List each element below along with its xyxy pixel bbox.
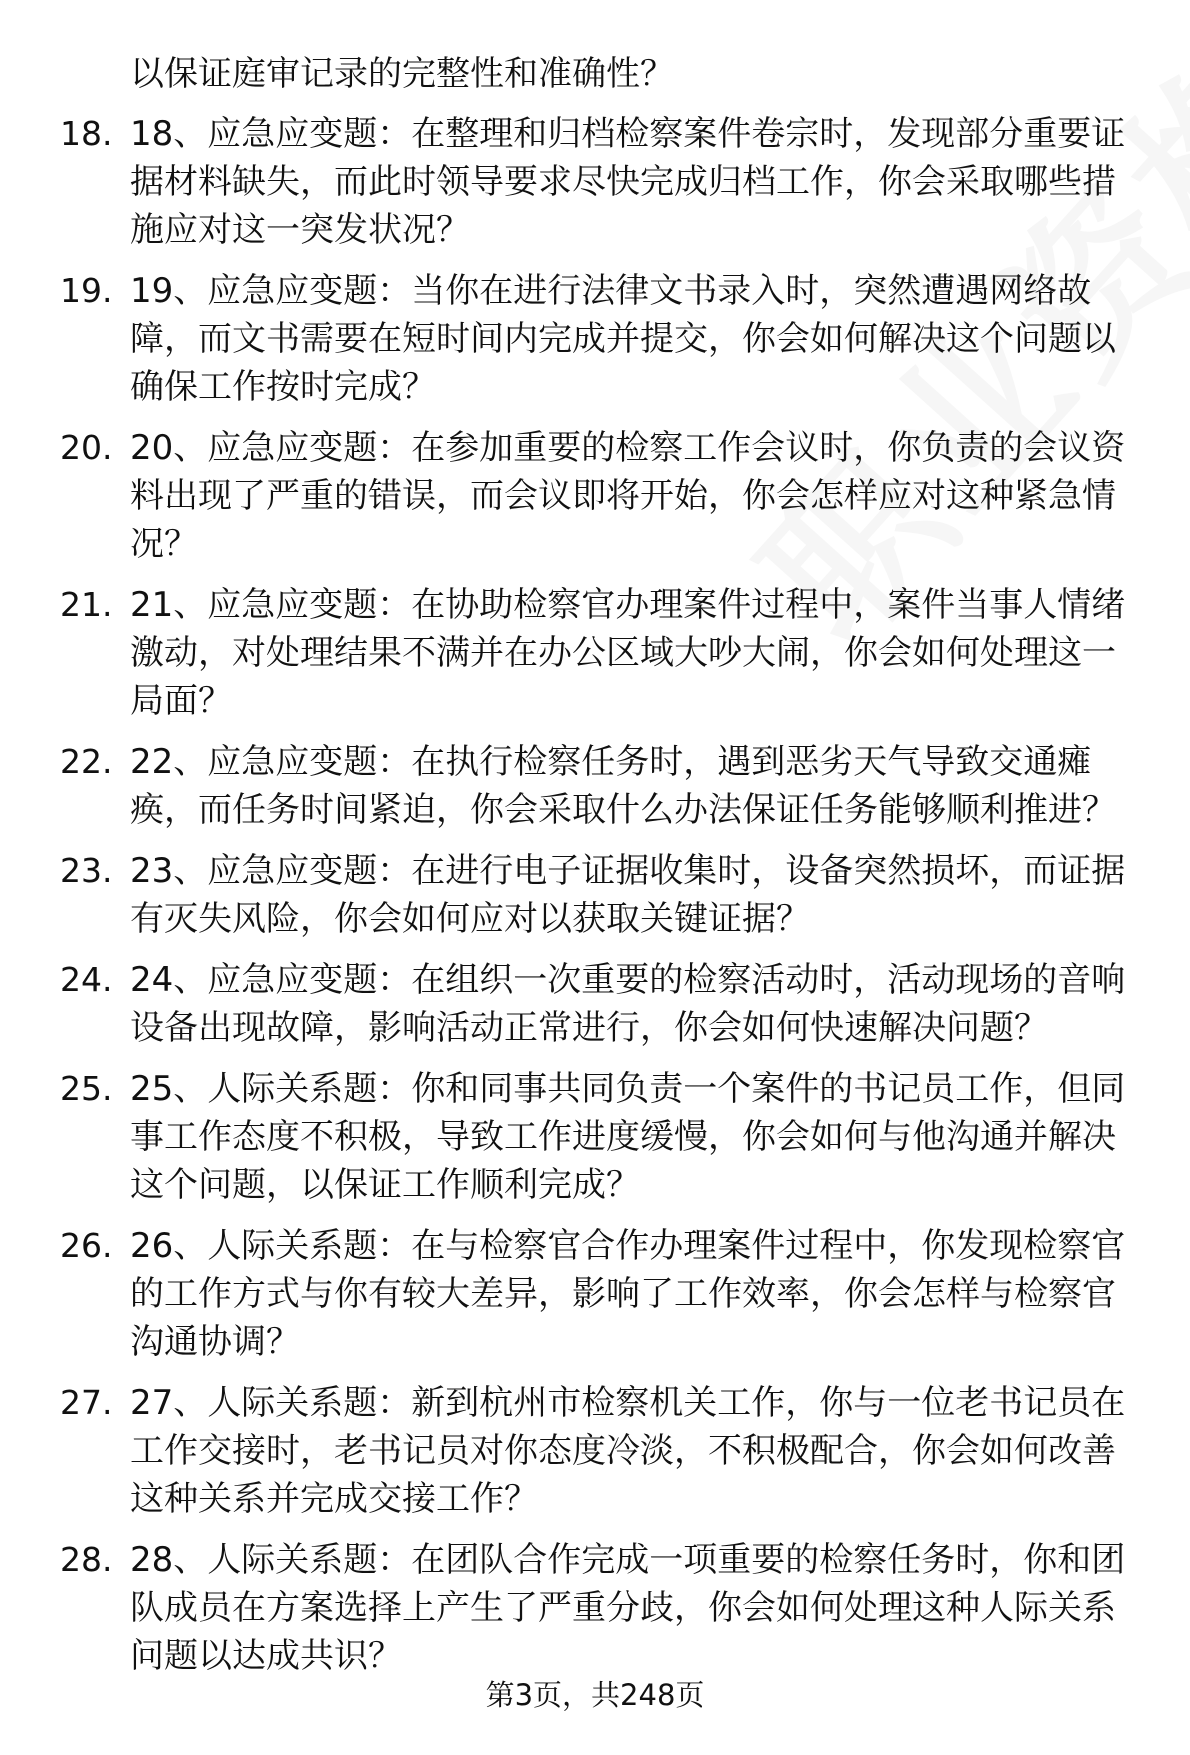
question-number: 26. — [60, 1226, 113, 1265]
question-number: 22. — [60, 742, 113, 781]
question-number: 28. — [60, 1540, 113, 1579]
question-number: 18. — [60, 114, 113, 153]
question-item — [0, 1536, 1190, 1680]
question-text: 23、应急应变题：在进行电子证据收集时，设备突然损坏，而证据有灭失风险，你会如何应对以获取关键证据？ — [130, 851, 1126, 939]
question-item — [0, 1379, 1190, 1523]
question-number: 20. — [60, 428, 113, 467]
question-text: 20、应急应变题：在参加重要的检察工作会议时，你负责的会议资料出现了严重的错误，而会议即将开始，你会怎样应对这种紧急情况？ — [130, 428, 1126, 564]
question-item — [0, 1065, 1190, 1209]
question-item — [0, 847, 1190, 943]
question-text: 18、应急应变题：在整理和归档检察案件卷宗时，发现部分重要证据材料缺失，而此时领导要求尽快完成归档工作，你会采取哪些措施应对这一突发状况？ — [130, 114, 1126, 250]
page-footer: 第3页，共248页 — [485, 1678, 705, 1712]
question-number: 21. — [60, 585, 113, 624]
question-text: 21、应急应变题：在协助检察官办理案件过程中，案件当事人情绪激动，对处理结果不满并在办公区域大吵大闹，你会如何处理这一局面？ — [130, 585, 1126, 721]
question-text: 27、人际关系题：新到杭州市检察机关工作，你与一位老书记员在工作交接时，老书记员对你态度冷淡，不积极配合，你会如何改善这种关系并完成交接工作？ — [130, 1383, 1126, 1519]
question-text: 26、人际关系题：在与检察官合作办理案件过程中，你发现检察官的工作方式与你有较大差异，影响了工作效率，你会怎样与检察官沟通协调？ — [130, 1226, 1126, 1362]
question-list — [0, 110, 1190, 1693]
question-item — [0, 581, 1190, 725]
question-item — [0, 1222, 1190, 1366]
question-text: 28、人际关系题：在团队合作完成一项重要的检察任务时，你和团队成员在方案选择上产生了严重分歧，你会如何处理这种人际关系问题以达成共识？ — [130, 1540, 1126, 1676]
question-item — [0, 956, 1190, 1052]
continuation-text: 以保证庭审记录的完整性和准确性？ — [130, 54, 674, 94]
question-number: 24. — [60, 960, 113, 999]
question-text: 24、应急应变题：在组织一次重要的检察活动时，活动现场的音响设备出现故障，影响活动正常进行，你会如何快速解决问题？ — [130, 960, 1126, 1048]
question-text: 25、人际关系题：你和同事共同负责一个案件的书记员工作，但同事工作态度不积极，导致工作进度缓慢，你会如何与他沟通并解决这个问题，以保证工作顺利完成？ — [130, 1069, 1126, 1205]
question-number: 19. — [60, 271, 113, 310]
question-number: 23. — [60, 851, 113, 890]
question-text: 22、应急应变题：在执行检察任务时，遇到恶劣天气导致交通瘫痪，而任务时间紧迫，你会采取什么办法保证任务能够顺利推进？ — [130, 742, 1116, 830]
question-item — [0, 110, 1190, 254]
question-item — [0, 738, 1190, 834]
question-item — [0, 424, 1190, 568]
question-number: 27. — [60, 1383, 113, 1422]
question-text: 19、应急应变题：当你在进行法律文书录入时，突然遭遇网络故障，而文书需要在短时间内完成并提交，你会如何解决这个问题以确保工作按时完成？ — [130, 271, 1116, 407]
question-item — [0, 267, 1190, 411]
question-number: 25. — [60, 1069, 113, 1108]
